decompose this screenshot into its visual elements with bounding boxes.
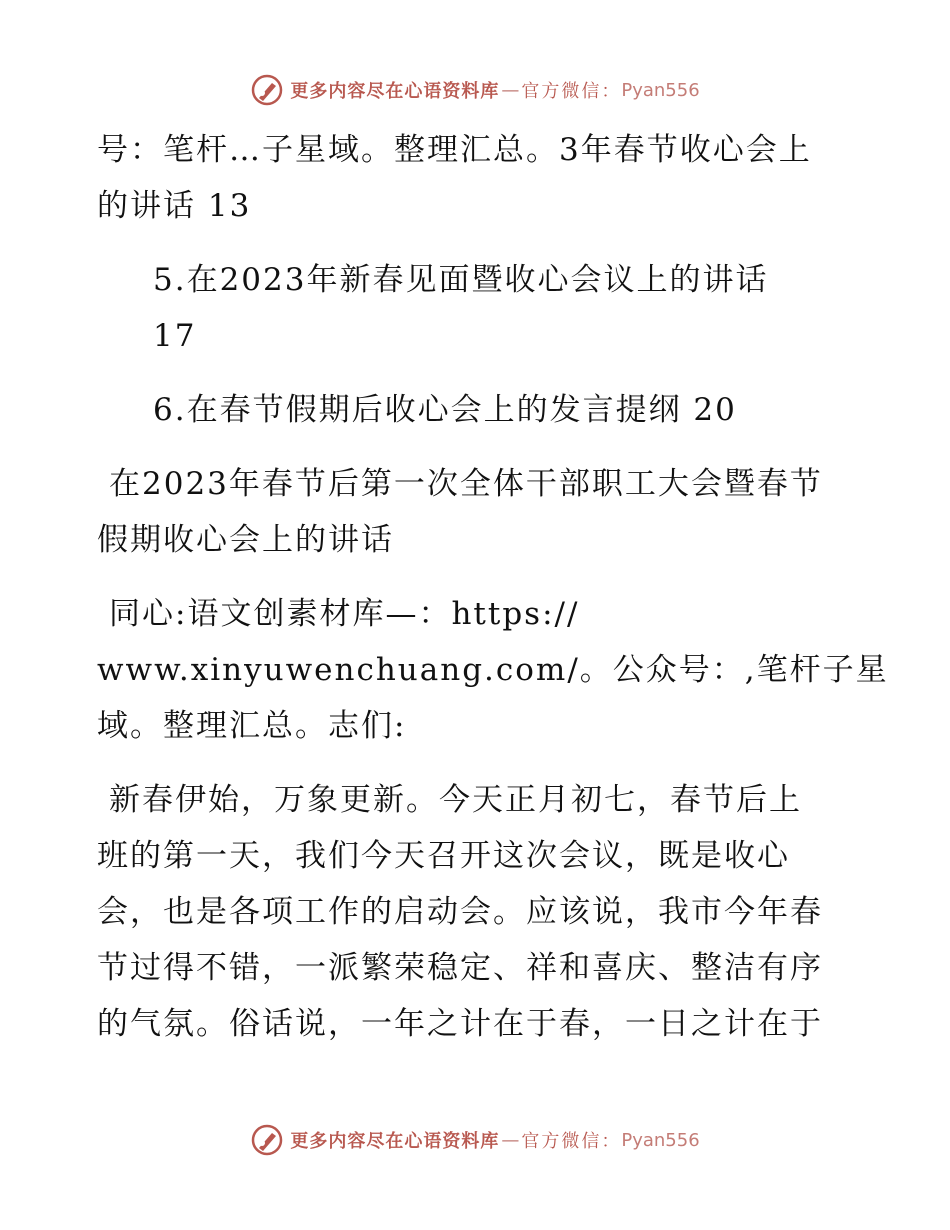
banner-wechat-label: 官方微信： (521, 1131, 622, 1152)
toc-item-5-page: 17 (153, 318, 197, 354)
banner-dash: — (501, 1129, 520, 1151)
paragraph-line: 新春伊始，万象更新。今天正月初七，春节后上 (109, 782, 802, 818)
greeting-line: 域。整理汇总。志们: (97, 708, 407, 744)
banner-wechat-id: Pyan556 (621, 79, 700, 101)
banner-dash: — (501, 79, 520, 101)
banner-wechat-id: Pyan556 (621, 1129, 700, 1151)
greeting-line: www.xinyuwenchuang.com/。公众号：,笔杆子星 (97, 652, 889, 688)
banner-brand: 更多内容尽在心语资料库 (290, 1131, 500, 1152)
greeting-line: 同心:语文创素材库—：https:// (109, 596, 580, 632)
paragraph-line: 班的第一天，我们今天召开这次会议，既是收心 (97, 838, 790, 874)
paragraph-line: 会，也是各项工作的启动会。应该说，我市今年春 (97, 894, 823, 930)
header-banner (0, 70, 950, 110)
toc-item-6: 6.在春节假期后收心会上的发言提纲 20 (153, 392, 737, 428)
toc-continuation-line: 号：笔杆…子星域。整理汇总。3年春节收心会上 (97, 132, 812, 168)
paragraph-line: 节过得不错，一派繁荣稳定、祥和喜庆、整洁有序 (97, 950, 823, 986)
footer-banner (0, 1120, 950, 1160)
pen-logo-icon (250, 73, 284, 107)
pen-logo-icon (250, 1123, 284, 1157)
banner-wechat-label: 官方微信： (521, 81, 622, 102)
toc-continuation-line: 的讲话 13 (97, 188, 252, 224)
speech-title-line: 假期收心会上的讲话 (97, 522, 394, 558)
document-body (97, 122, 889, 1052)
speech-title-line: 在2023年春节后第一次全体干部职工大会暨春节 (109, 466, 823, 502)
toc-item-5: 5.在2023年新春见面暨收心会议上的讲话 (153, 262, 769, 298)
banner-brand: 更多内容尽在心语资料库 (290, 81, 500, 102)
paragraph-line: 的气氛。俗话说，一年之计在于春，一日之计在于 (97, 1006, 823, 1042)
